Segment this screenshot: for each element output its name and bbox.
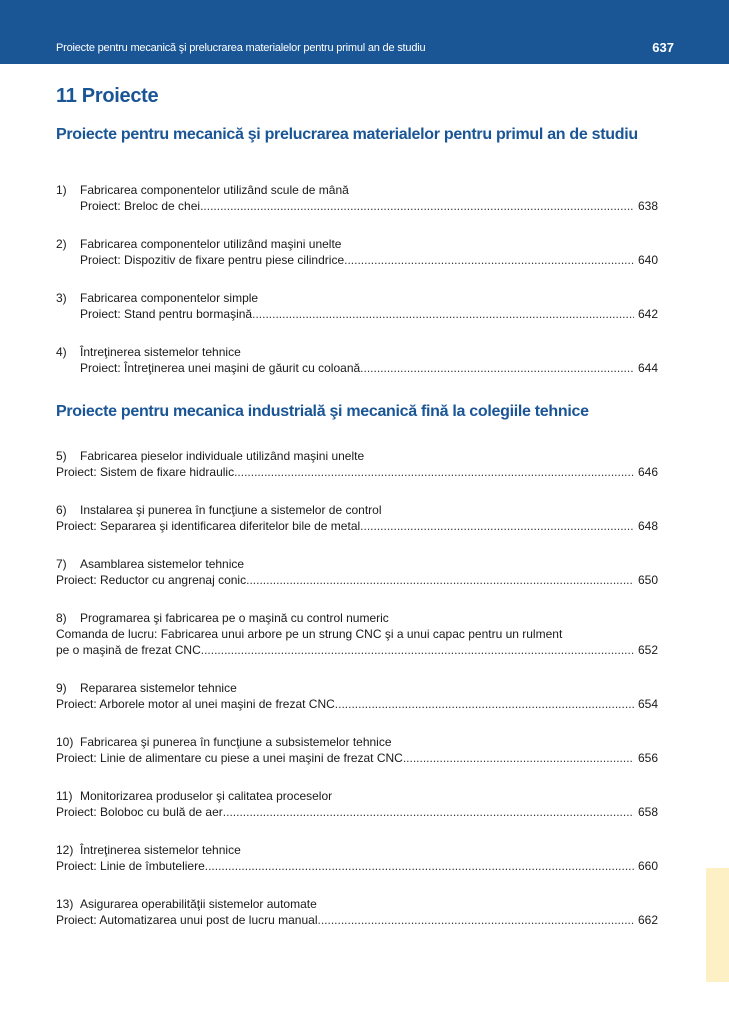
entry-title: Monitorizarea produselor şi calitatea proceselor (80, 789, 333, 803)
toc-entry[interactable] (56, 344, 658, 376)
entry-title: Asamblarea sistemelor tehnice (80, 557, 245, 571)
section-title-1: Proiecte pentru mecanică şi prelucrarea materialelor pentru primul an de studiu (56, 126, 638, 143)
dot-leader (360, 518, 634, 534)
entry-page: 638 (637, 199, 658, 213)
entry-page: 640 (637, 253, 658, 267)
dot-leader (246, 572, 634, 588)
dot-leader (335, 696, 634, 712)
entry-number: 2) (56, 237, 67, 251)
entry-number: 10) (56, 735, 74, 749)
entry-page: 658 (637, 805, 658, 819)
entry-number: 5) (56, 449, 67, 463)
entry-project: Proiect: Sistem de fixare hidraulic (56, 465, 235, 479)
section-title-2: Proiecte pentru mecanica industrială şi mecanică fină la colegiile tehnice (56, 403, 589, 420)
entry-project: Proiect: Automatizarea unui post de lucru manual (56, 913, 318, 927)
entry-number: 9) (56, 681, 67, 695)
entry-project: Proiect: Stand pentru bormaşină (80, 307, 253, 321)
entry-title: Repararea sistemelor tehnice (80, 681, 237, 695)
entry-page: 652 (637, 643, 658, 657)
entry-page: 642 (637, 307, 658, 321)
toc-entry[interactable] (56, 236, 658, 268)
entry-number: 7) (56, 557, 67, 571)
dot-leader (223, 804, 634, 820)
entry-project: Proiect: Boloboc cu bulă de aer (56, 805, 223, 819)
entry-project-line1: Comanda de lucru: Fabricarea unui arbore pe un strung CNC şi a unui capac pentru un rulment (56, 627, 563, 641)
entry-project: Proiect: Arborele motor al unei maşini de frezat CNC (56, 697, 335, 711)
dot-leader (344, 252, 634, 268)
toc-entry[interactable] (56, 556, 658, 588)
dot-leader (205, 858, 634, 874)
entry-number: 12) (56, 843, 74, 857)
header-bar (0, 0, 729, 64)
entry-title: Fabricarea componentelor simple (80, 291, 259, 305)
toc-entry[interactable] (56, 502, 658, 534)
entry-title: Asigurarea operabilităţii sistemelor automate (80, 897, 317, 911)
toc-entry[interactable] (56, 610, 658, 658)
entry-page: 644 (637, 361, 658, 375)
entry-title: Fabricarea şi punerea în funcţiune a subsistemelor tehnice (80, 735, 392, 749)
entry-page: 660 (637, 859, 658, 873)
chapter-title: 11 Proiecte (56, 85, 159, 107)
entry-title: Fabricarea componentelor utilizând scule de mână (80, 183, 349, 197)
entry-number: 4) (56, 345, 67, 359)
entry-page: 662 (637, 913, 658, 927)
entry-number: 13) (56, 897, 74, 911)
toc-entry[interactable] (56, 842, 658, 874)
entry-title: Programarea şi fabricarea pe o maşină cu control numeric (80, 611, 389, 625)
entry-page: 650 (637, 573, 658, 587)
dot-leader (201, 642, 634, 658)
dot-leader (403, 750, 634, 766)
entry-title: Fabricarea pieselor individuale utilizând maşini unelte (80, 449, 365, 463)
entry-project: Proiect: Dispozitiv de fixare pentru piese cilindrice (80, 253, 345, 267)
running-title: Proiecte pentru mecanică şi prelucrarea materialelor pentru primul an de studiu (56, 42, 426, 54)
dot-leader (360, 360, 634, 376)
entry-title: Instalarea şi punerea în funcţiune a sistemelor de control (80, 503, 382, 517)
entry-project: Proiect: Întreţinerea unei maşini de găurit cu coloană (80, 361, 361, 375)
entry-project: Proiect: Linie de îmbuteliere (56, 859, 205, 873)
toc-entry[interactable] (56, 734, 658, 766)
entry-number: 6) (56, 503, 67, 517)
toc-entry[interactable] (56, 290, 658, 322)
toc-entry[interactable] (56, 896, 658, 928)
entry-project: Proiect: Linie de alimentare cu piese a unei maşini de frezat CNC (56, 751, 403, 765)
toc-entry[interactable] (56, 448, 658, 480)
toc-entry[interactable] (56, 182, 658, 214)
toc-entry[interactable] (56, 788, 658, 820)
entry-page: 654 (637, 697, 658, 711)
page-number: 637 (652, 40, 674, 55)
dot-leader (317, 912, 633, 928)
entry-title: Întreţinerea sistemelor tehnice (80, 345, 241, 359)
entry-title: Întreţinerea sistemelor tehnice (80, 843, 241, 857)
dot-leader (200, 198, 634, 214)
entry-project: pe o maşină de frezat CNC (56, 643, 201, 657)
dot-leader (234, 464, 634, 480)
entry-title: Fabricarea componentelor utilizând maşini unelte (80, 237, 342, 251)
toc-entry[interactable] (56, 680, 658, 712)
entry-number: 3) (56, 291, 67, 305)
entry-project: Proiect: Breloc de chei (80, 199, 201, 213)
entry-page: 656 (637, 751, 658, 765)
chapter-side-tab (706, 868, 729, 982)
entry-page: 648 (637, 519, 658, 533)
entry-number: 8) (56, 611, 67, 625)
entry-project: Proiect: Separarea şi identificarea diferitelor bile de metal (56, 519, 361, 533)
dot-leader (252, 306, 634, 322)
entry-number: 11) (56, 789, 73, 803)
entry-page: 646 (637, 465, 658, 479)
entry-number: 1) (56, 183, 67, 197)
entry-project: Proiect: Reductor cu angrenaj conic (56, 573, 247, 587)
